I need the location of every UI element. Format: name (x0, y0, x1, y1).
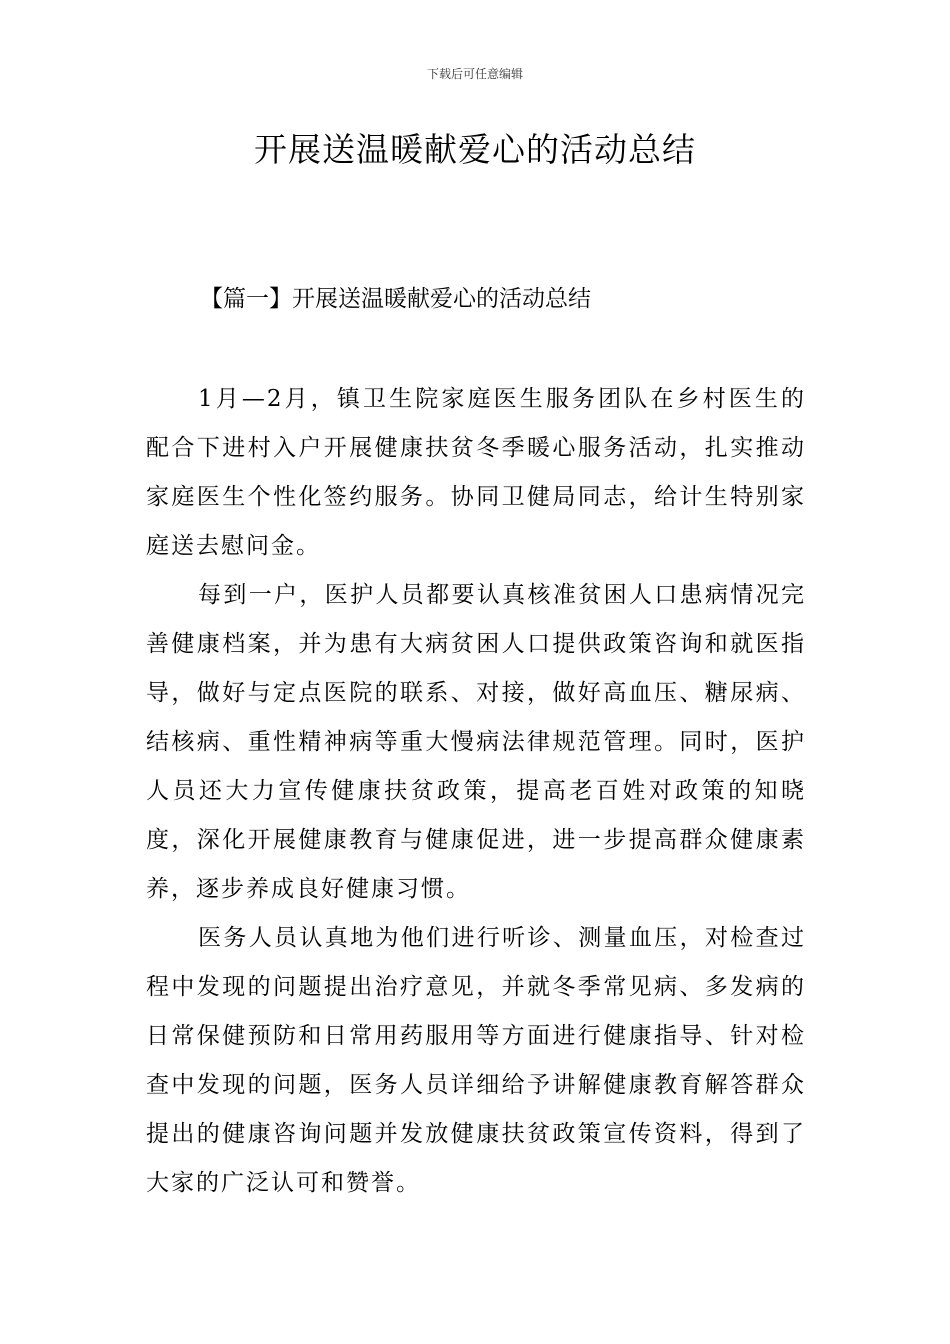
section-heading: 【篇一】开展送温暖献爱心的活动总结 (200, 286, 591, 312)
paragraph: 每到一户，医护人员都要认真核准贫困人口患病情况完善健康档案，并为患有大病贫困人口提供政策咨询和就医指导，做好与定点医院的联系、对接，做好高血压、糖尿病、结核病、重性精神病等重大慢病法律规范管理。同时，医护人员还大力宣传健康扶贫政策，提高老百姓对政策的知晓度，深化开展健康教育与健康促进，进一步提高群众健康素养，逐步养成良好健康习惯。 (146, 582, 806, 902)
body-text (146, 375, 806, 1208)
paragraph: 1月—2月，镇卫生院家庭医生服务团队在乡村医生的配合下进村入户开展健康扶贫冬季暖心服务活动，扎实推动家庭医生个性化签约服务。协同卫健局同志，给计生特别家庭送去慰问金。 (146, 386, 806, 559)
document-title: 开展送温暖献爱心的活动总结 (254, 130, 696, 169)
paragraph: 医务人员认真地为他们进行听诊、测量血压，对检查过程中发现的问题提出治疗意见，并就冬季常见病、多发病的日常保健预防和日常用药服用等方面进行健康指导、针对检查中发现的问题，医务人员详细给予讲解健康教育解答群众提出的健康咨询问题并发放健康扶贫政策宣传资料，得到了大家的广泛认可和赞誉。 (146, 925, 806, 1196)
header-note: 下载后可任意编辑 (426, 67, 523, 81)
